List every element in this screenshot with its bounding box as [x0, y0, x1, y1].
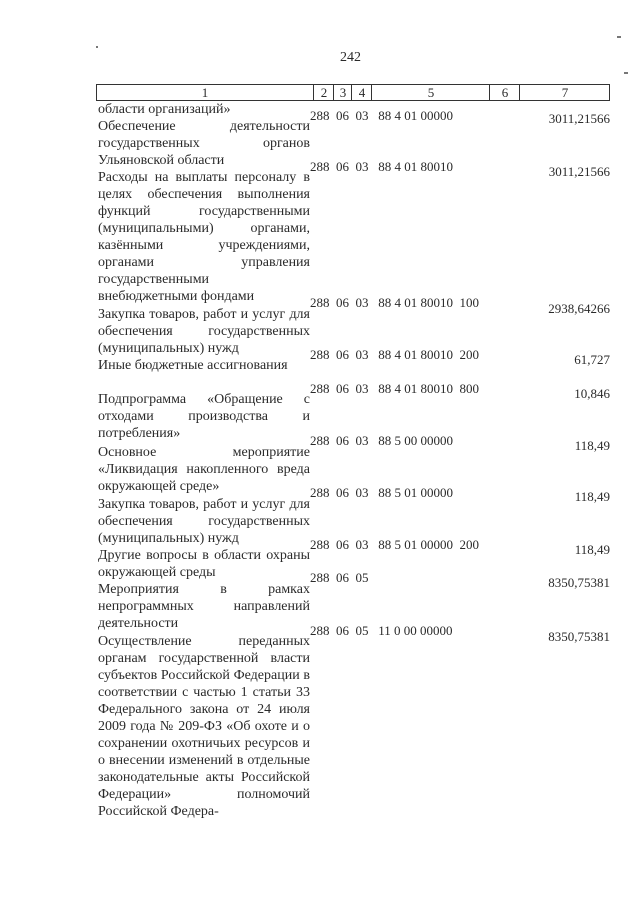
column-header-7: 7 — [519, 85, 610, 100]
row-codes: 288 06 03 88 5 00 00000 — [310, 433, 453, 448]
row-description: Подпрограмма «Обращение с отходами производства и потребления» — [98, 392, 310, 441]
row-description: Мероприятия в рамках непрограммных направлений деятельности — [98, 582, 310, 631]
row-amount: 3011,21566 — [548, 111, 610, 126]
row-description: Закупка товаров, работ и услуг для обеспечения государственных (муниципальных) нужд — [98, 307, 310, 356]
row-description: Расходы на выплаты персоналу в целях обеспечения выполнения функций государственными (муниципальными) органами, казёнными учреждениями, органами управления государственными внебюджетными фондами — [98, 170, 310, 304]
row-codes: 288 06 05 — [310, 570, 369, 585]
row-description: области организаций» — [98, 102, 231, 117]
row-codes: 288 06 05 11 0 00 00000 — [310, 623, 453, 638]
column-header-4: 4 — [351, 85, 372, 100]
column-header-1: 1 — [201, 85, 209, 100]
scan-speck — [96, 46, 98, 48]
row-description: Осуществление переданных органам государственной власти субъектов Российской Федерации в соответствии с частью 1 статьи 33 Федерального закона от 24 июля 2009 года № 209-ФЗ «Об охоте и о сохранении охотничьих ресурсов и о внесении изменений в отдельные законодательные акты Российской Федерации» полномочий Российской Федера- — [98, 634, 310, 819]
row-description: Другие вопросы в области охраны окружающей среды — [98, 548, 310, 580]
row-codes: 288 06 03 88 5 01 00000 200 — [310, 537, 479, 552]
page-number: 242 — [340, 50, 361, 65]
row-description: Основное мероприятие «Ликвидация накопленного вреда окружающей среде» — [98, 445, 310, 494]
row-amount: 2938,64266 — [548, 301, 610, 316]
row-codes: 288 06 03 88 5 01 00000 — [310, 485, 453, 500]
column-header-row — [96, 84, 610, 101]
row-amount: 3011,21566 — [548, 164, 610, 179]
scan-speck — [617, 36, 621, 38]
row-amount: 118,49 — [574, 542, 610, 557]
column-header-3: 3 — [333, 85, 352, 100]
row-description: Закупка товаров, работ и услуг для обеспечения государственных (муниципальных) нужд — [98, 497, 310, 546]
column-header-5: 5 — [371, 85, 490, 100]
row-amount: 8350,75381 — [548, 629, 610, 644]
scan-speck — [624, 72, 628, 74]
column-header-2: 2 — [313, 85, 334, 100]
row-amount: 118,49 — [574, 489, 610, 504]
row-codes: 288 06 03 88 4 01 80010 200 — [310, 347, 479, 362]
row-codes: 288 06 03 88 4 01 80010 800 — [310, 381, 479, 396]
row-description: Обеспечение деятельности государственных органов Ульяновской области — [98, 119, 310, 168]
row-amount: 8350,75381 — [548, 575, 610, 590]
column-header-6: 6 — [489, 85, 520, 100]
row-amount: 118,49 — [574, 438, 610, 453]
row-description: Иные бюджетные ассигнования — [98, 358, 288, 373]
row-amount: 10,846 — [574, 386, 610, 401]
row-amount: 61,727 — [574, 352, 610, 367]
row-codes: 288 06 03 88 4 01 00000 — [310, 108, 453, 123]
row-codes: 288 06 03 88 4 01 80010 — [310, 159, 453, 174]
row-codes: 288 06 03 88 4 01 80010 100 — [310, 295, 479, 310]
